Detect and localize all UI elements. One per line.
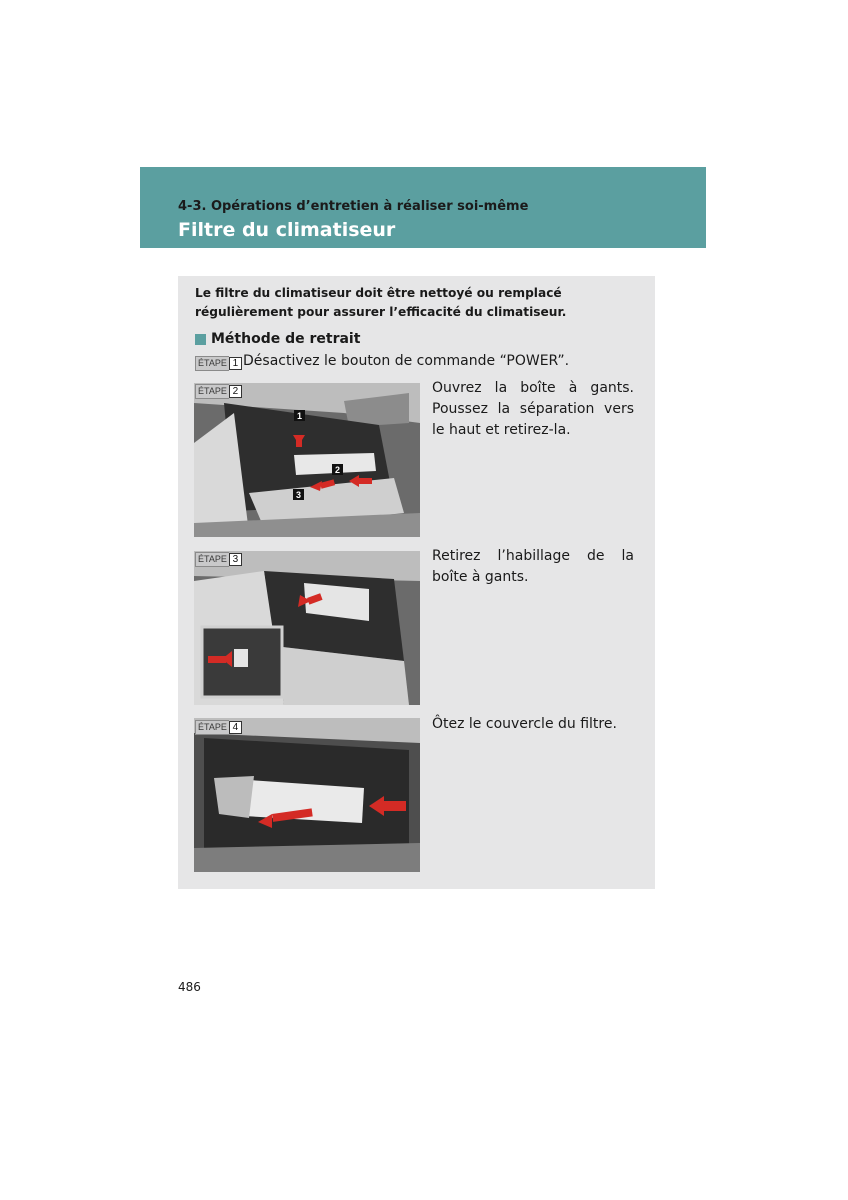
- step-3-illustration: [194, 551, 420, 705]
- step-tag-3: [195, 552, 242, 566]
- section-subtitle: 4-3. Opérations d’entretien à réaliser soi-même: [178, 199, 529, 214]
- square-bullet-icon: [195, 334, 206, 345]
- intro-text: Le filtre du climatiseur doit être nettoyé ou remplacé régulièrement pour assurer l’efficacité du climatiseur.: [195, 286, 567, 319]
- method-heading: [195, 331, 360, 347]
- callout-3: 3: [296, 490, 302, 500]
- step-label: ÉTAPE: [195, 720, 229, 735]
- step-4-illustration: [194, 718, 420, 872]
- step-tag-4: [195, 720, 242, 734]
- step-number: 2: [229, 385, 242, 398]
- step-2-text: Ouvrez la boîte à gants. Poussez la séparation vers le haut et retirez-la.: [432, 380, 634, 438]
- step-3-text: Retirez l’habillage de la boîte à gants.: [432, 548, 634, 585]
- chapter-header: [140, 167, 706, 248]
- callout-1: 1: [297, 411, 303, 421]
- callout-2: 2: [335, 465, 341, 475]
- step-label: ÉTAPE: [195, 552, 229, 567]
- step-number: 4: [229, 721, 242, 734]
- page-title: Filtre du climatiseur: [178, 219, 396, 241]
- step-4-text: Ôtez le couvercle du filtre.: [432, 716, 617, 732]
- method-heading-label: Méthode de retrait: [211, 331, 361, 347]
- page-number: 486: [178, 980, 201, 994]
- step-number: 3: [229, 553, 242, 566]
- step-number: 1: [229, 357, 242, 370]
- step-tag-2: [195, 384, 242, 398]
- step-2-illustration: [194, 383, 420, 537]
- step-label: ÉTAPE: [195, 384, 229, 399]
- step-label: ÉTAPE: [195, 356, 229, 371]
- step-1-text: Désactivez le bouton de commande “POWER”.: [243, 353, 570, 369]
- step-tag-1: [195, 356, 242, 370]
